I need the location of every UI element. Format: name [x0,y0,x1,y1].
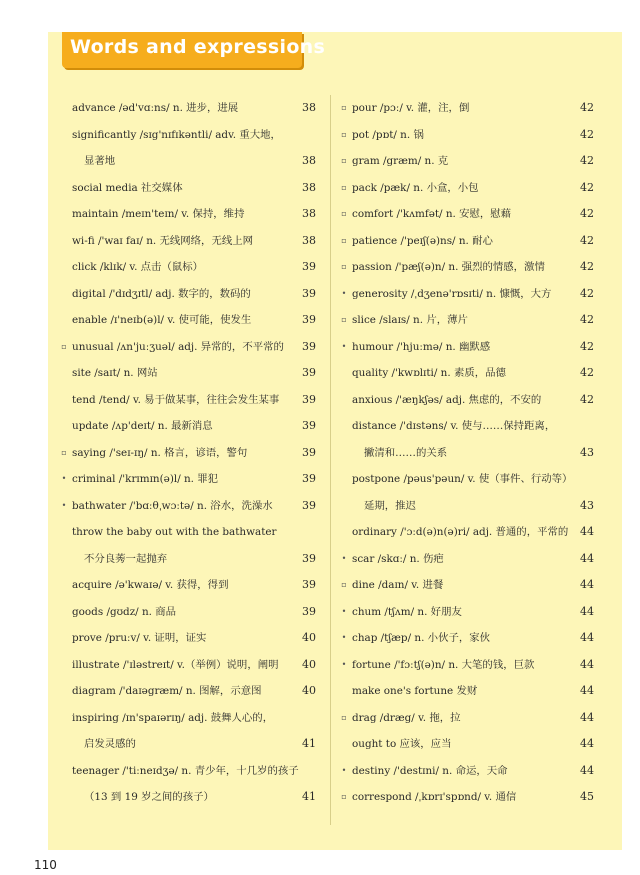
left-word-column [58,95,316,811]
vocab-entry [338,201,594,228]
vocab-entry [338,546,594,573]
entry-text: click /klɪk/ v. 点击（鼠标） [72,261,204,273]
vocab-entry [58,360,316,387]
entry-page: 42 [580,101,594,114]
entry-page: 39 [302,392,316,406]
entry-text: unusual /ʌn'juːʒuəl/ adj. 异常的，不平常的 [72,340,284,353]
entry-page: 38 [302,207,316,220]
vocab-entry [338,360,594,387]
vocab-entry [58,387,316,414]
entry-page: 44 [580,631,594,644]
vocab-entry [338,705,594,732]
entry-marker: • [341,288,347,298]
entry-page: 39 [302,260,316,273]
entry-page: 39 [302,445,316,459]
entry-page: 44 [580,684,594,697]
entry-text: tend /tend/ v. 易于做某事，往往会发生某事 [72,393,280,406]
entry-page: 39 [302,419,316,432]
vocab-entry [58,652,316,679]
entry-page: 42 [580,313,594,326]
vocab-entry [58,201,316,228]
entry-text: update /ʌp'deɪt/ n. 最新消息 [72,420,213,432]
vocab-entry [338,281,594,308]
entry-page: 42 [580,392,594,406]
entry-marker: ▫ [341,315,347,324]
vocab-entry [338,519,594,546]
entry-text: anxious /'æŋkʃəs/ adj. 焦虑的，不安的 [352,393,542,406]
entry-page: 39 [302,366,316,379]
entry-text: slice /slaɪs/ n. 片，薄片 [352,314,468,326]
entry-marker: • [61,500,67,510]
vocab-entry [58,122,316,149]
entry-page: 42 [580,207,594,220]
entry-page: 42 [580,180,594,194]
entry-marker: ▫ [341,580,347,589]
entry-text: enable /ɪ'neɪb(ə)l/ v. 使可能，使发生 [72,314,252,326]
entry-page: 42 [580,286,594,300]
entry-text: prove /pruːv/ v. 证明，证实 [72,632,207,644]
vocab-entry [58,440,316,467]
entry-page: 39 [302,604,316,618]
entry-text: maintain /meɪn'teɪn/ v. 保持，维持 [72,208,245,220]
section-title-tab [62,32,326,68]
vocab-entry [338,572,594,599]
vocab-entry [338,254,594,281]
entry-marker: • [341,659,347,669]
entry-page: 44 [580,551,594,565]
entry-marker: ▫ [341,792,347,801]
entry-marker: ▫ [341,182,347,192]
entry-marker: • [341,765,347,775]
entry-page: 44 [580,578,594,591]
entry-text: generosity /ˌdʒenə'rɒsɪti/ n. 慷慨，大方 [352,287,552,300]
entry-text: diagram /'daɪəgræm/ n. 图解，示意图 [72,685,262,697]
vocab-entry [58,784,316,811]
vocab-entry [338,784,594,811]
entry-page: 42 [580,366,594,379]
entry-text: 不分良莠一起抛弃 [84,552,168,565]
vocab-entry [58,758,316,785]
entry-page: 38 [302,154,316,167]
entry-text: comfort /'kʌmfət/ n. 安慰，慰藉 [352,208,512,220]
entry-text: scar /skɑː/ n. 伤疤 [352,552,444,565]
entry-text: saying /'seɪ-ɪŋ/ n. 格言，谚语，警句 [72,446,248,459]
entry-page: 42 [580,154,594,167]
entry-text: wi-fi /'waɪ faɪ/ n. 无线网络，无线上网 [72,234,254,247]
vocab-entry [338,440,594,467]
vocab-entry [58,281,316,308]
entry-text: throw the baby out with the bathwater [72,526,277,538]
entry-text: pour /pɔː/ v. 灌，注，倒 [352,102,470,114]
vocab-entry [338,599,594,626]
entry-marker: ▫ [61,341,67,351]
vocab-entry [338,652,594,679]
entry-page: 44 [580,525,594,538]
entry-marker: • [341,341,347,351]
entry-marker: ▫ [341,129,347,139]
entry-text: 撇清和……的关系 [364,446,448,459]
vocab-entry [58,466,316,493]
entry-page: 42 [580,127,594,141]
entry-text: fortune /'fɔːtʃ(ə)n/ n. 大笔的钱，巨款 [352,658,535,671]
vocab-entry [338,175,594,202]
entry-text: dine /daɪn/ v. 进餐 [352,579,444,591]
vocab-entry [58,519,316,546]
entry-marker: ▫ [341,712,347,722]
vocab-entry [338,387,594,414]
entry-marker: ▫ [341,156,347,165]
entry-page: 44 [580,604,594,618]
vocab-entry [338,307,594,334]
entry-page: 43 [580,445,594,459]
entry-text: humour /'hjuːmə/ n. 幽默感 [352,340,491,353]
vocab-entry [338,758,594,785]
vocab-entry [58,175,316,202]
entry-page: 42 [580,233,594,247]
entry-text: chum /tʃʌm/ n. 好朋友 [352,605,462,618]
vocab-entry [58,95,316,122]
entry-text: quality /'kwɒlɪti/ n. 素质，品德 [352,367,506,379]
vocab-entry [58,678,316,705]
vocab-entry [338,625,594,652]
entry-page: 39 [302,578,316,591]
entry-marker: ▫ [341,103,347,112]
entry-page: 39 [302,551,316,565]
vocab-entry [338,678,594,705]
vocab-entry [58,546,316,573]
entry-marker: • [61,474,67,483]
vocab-entry [58,254,316,281]
entry-text: postpone /pəus'pəun/ v. 使（事件、行动等） [352,473,573,485]
vocab-entry [338,493,594,520]
vocab-entry [58,413,316,440]
vocab-entry [58,228,316,255]
entry-page: 39 [302,286,316,300]
section-title: Words and expressions [70,36,326,58]
entry-page: 45 [580,790,594,803]
entry-page: 44 [580,710,594,724]
entry-page: 42 [580,260,594,273]
vocab-entry [58,148,316,175]
entry-text: ordinary /'ɔːd(ə)n(ə)ri/ adj. 普通的，平常的 [352,526,569,538]
vocab-entry [338,148,594,175]
entry-page: 38 [302,101,316,114]
entry-marker: ▫ [61,447,67,457]
entry-marker: • [341,606,347,616]
vocab-entry [58,599,316,626]
page-number: 110 [34,858,57,872]
vocab-entry [58,307,316,334]
entry-page: 40 [302,631,316,644]
entry-marker: ▫ [341,262,347,271]
entry-text: pack /pæk/ n. 小盒，小包 [352,181,479,194]
entry-text: significantly /sɪg'nɪfɪkəntli/ adv. 重大地， [72,128,281,141]
entry-text: gram /græm/ n. 克 [352,155,449,167]
entry-text: passion /'pæʃ(ə)n/ n. 强烈的情感，激情 [352,261,545,273]
column-divider [330,95,331,825]
entry-text: drag /dræg/ v. 拖，拉 [352,711,461,724]
entry-page: 44 [580,737,594,750]
entry-text: 显著地 [84,155,116,167]
entry-text: advance /əd'vɑːns/ n. 进步，进展 [72,102,239,114]
entry-page: 38 [302,233,316,247]
entry-text: pot /pɒt/ n. 锅 [352,128,424,141]
vocab-entry [58,705,316,732]
entry-text: correspond /ˌkɒrɪ'spɒnd/ v. 通信 [352,791,517,803]
entry-text: chap /tʃæp/ n. 小伙子，家伙 [352,632,491,644]
entry-text: bathwater /'bɑːθˌwɔːtə/ n. 浴水，洗澡水 [72,499,273,512]
entry-text: make one's fortune 发财 [352,685,478,697]
vocab-entry [58,572,316,599]
entry-text: criminal /'krɪmɪn(ə)l/ n. 罪犯 [72,473,219,485]
vocab-entry [58,625,316,652]
vocab-entry [338,95,594,122]
entry-text: ought to 应该，应当 [352,738,452,750]
entry-text: distance /'dɪstəns/ v. 使与……保持距离， [352,420,556,432]
entry-marker: ▫ [341,235,347,245]
entry-text: 延期，推迟 [364,499,416,512]
entry-page: 40 [302,657,316,671]
entry-page: 44 [580,763,594,777]
entry-page: 41 [302,737,316,750]
entry-text: 启发灵感的 [84,738,136,750]
entry-marker: • [341,553,347,563]
vocab-entry [338,334,594,361]
entry-text: acquire /ə'kwaɪə/ v. 获得，得到 [72,579,229,591]
vocab-entry [58,334,316,361]
entry-text: digital /'dɪdʒɪtl/ adj. 数字的，数码的 [72,287,251,300]
entry-text: site /saɪt/ n. 网站 [72,367,158,379]
vocab-entry [338,413,594,440]
entry-text: （13 到 19 岁之间的孩子） [84,791,214,803]
entry-page: 39 [302,472,316,485]
entry-marker: • [341,633,347,642]
entry-text: social media 社交媒体 [72,181,183,194]
vocab-entry [338,731,594,758]
entry-text: goods /gʊdz/ n. 商品 [72,605,177,618]
entry-page: 39 [302,498,316,512]
entry-text: destiny /'destɪni/ n. 命运，天命 [352,764,508,777]
vocab-entry [338,466,594,493]
vocab-entry [58,731,316,758]
right-word-column [338,95,594,811]
entry-text: inspiring /ɪn'spaɪərɪŋ/ adj. 鼓舞人心的， [72,711,274,724]
entry-page: 42 [580,339,594,353]
vocab-entry [338,228,594,255]
entry-page: 39 [302,313,316,326]
entry-page: 39 [302,339,316,353]
entry-text: patience /'peɪʃ(ə)ns/ n. 耐心 [352,234,493,247]
entry-page: 43 [580,498,594,512]
entry-page: 38 [302,180,316,194]
entry-page: 44 [580,657,594,671]
vocab-entry [338,122,594,149]
entry-marker: ▫ [341,209,347,218]
entry-text: teenager /'tiːneɪdʒə/ n. 青少年，十几岁的孩子 [72,764,299,777]
entry-page: 41 [302,790,316,803]
vocab-entry [58,493,316,520]
entry-text: illustrate /'ɪləstreɪt/ v.（举例）说明，阐明 [72,658,279,671]
entry-page: 40 [302,684,316,697]
